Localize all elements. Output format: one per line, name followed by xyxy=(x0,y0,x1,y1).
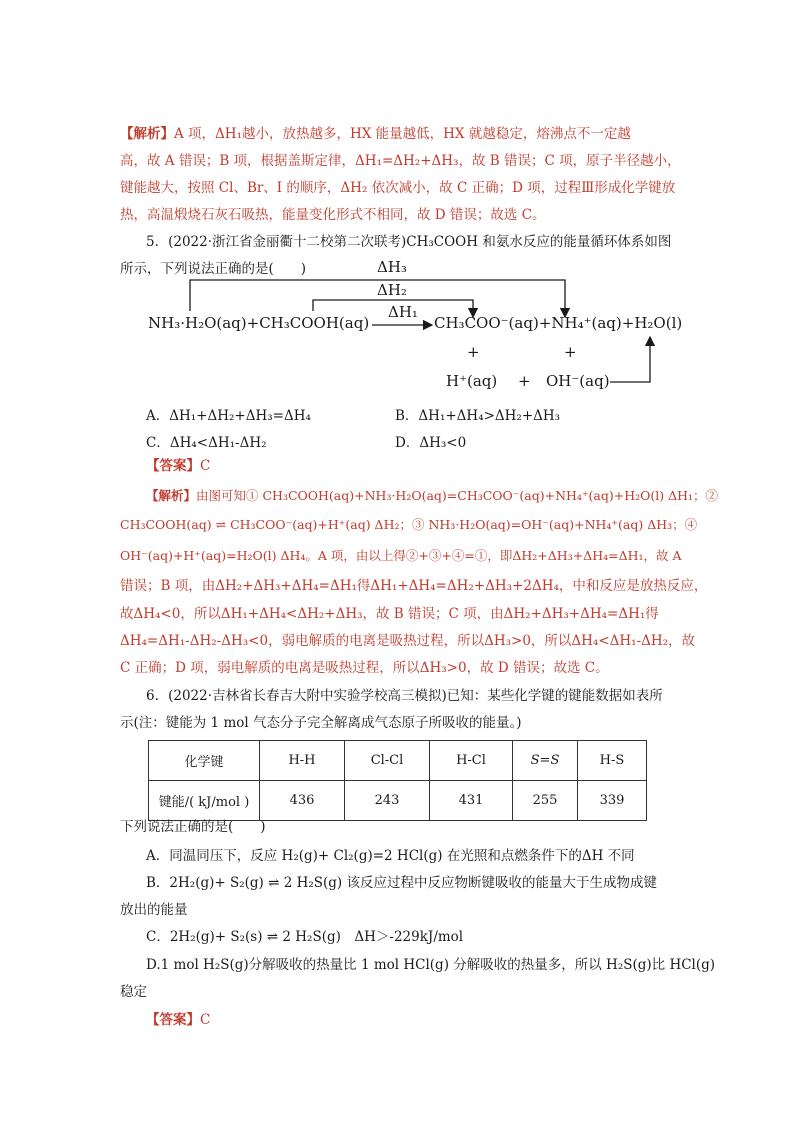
q5-stem-1: 5．(2022·浙江省金丽衢十二校第二次联考)CH₃COOH 和氨水反应的能量循环体系如图 xyxy=(146,234,672,250)
table-cell: H-H xyxy=(260,741,345,781)
q6-question: 下列说法正确的是( ) xyxy=(120,819,266,835)
table-cell: H-S xyxy=(578,741,647,781)
q5-analysis-3: OH⁻(aq)+H⁺(aq)=H₂O(l) ΔH₄。A 项，由以上得②+③+④=①，即ΔH₂+ΔH₃+ΔH₄=ΔH₁，故 A xyxy=(120,548,682,563)
q5-analysis-1: 【解析】由图可知① CH₃COOH(aq)+NH₃·H₂O(aq)=CH₃COO⁻(aq)+NH₄⁺(aq)+H₂O(l) ΔH₁；② xyxy=(146,488,719,503)
q5-option-b: B．ΔH₁+ΔH₄>ΔH₂+ΔH₃ xyxy=(395,408,561,424)
q6-option-d-1: D.1 mol H₂S(g)分解吸收的热量比 1 mol HCl(g) 分解吸收的热量多，所以 H₂S(g)比 HCl(g) xyxy=(146,957,716,973)
q6-stem-1: 6．(2022·吉林省长春吉大附中实验学校高三模拟)已知：某些化学键的键能数据如表所 xyxy=(146,688,663,704)
table-cell: 243 xyxy=(345,781,430,821)
table-cell: Cl-Cl xyxy=(345,741,430,781)
q6-option-a: A．同温同压下，反应 H₂(g)+ Cl₂(g)=2 HCl(g) 在光照和点燃条件下的ΔH 不同 xyxy=(146,848,635,864)
energy-cycle-diagram xyxy=(140,255,683,395)
analysis1-line-2: 高，故 A 错误；B 项，根据盖斯定律，ΔH₁=ΔH₂+ΔH₃，故 B 错误；C 项，原子半径越小， xyxy=(120,153,681,169)
table-cell: H-Cl xyxy=(430,741,513,781)
q5-option-a: A．ΔH₁+ΔH₂+ΔH₃=ΔH₄ xyxy=(146,408,311,424)
q5-analysis-4: 错误；B 项，由ΔH₂+ΔH₃+ΔH₄=ΔH₁得ΔH₁+ΔH₄=ΔH₂+ΔH₃+2ΔH₄，中和反应是放热反应， xyxy=(120,578,708,594)
q5-option-c: C．ΔH₄<ΔH₁-ΔH₂ xyxy=(146,435,267,451)
oh-ion: OH⁻(aq) xyxy=(546,372,610,390)
analysis1-line-3: 键能越大，按照 Cl、Br、I 的顺序，ΔH₂ 依次减小，故 C 正确；D 项，过程Ⅲ形成化学键放 xyxy=(120,180,676,196)
q5-stem-2: 所示，下列说法正确的是( ) xyxy=(120,261,307,277)
table-cell: S=S xyxy=(513,741,578,781)
analysis1-line-1: 【解析】A 项，ΔH₁越小，放热越多，HX 能量越低，HX 就越稳定，熔沸点不一定越 xyxy=(120,126,631,142)
q5-analysis-7: C 正确；D 项，弱电解质的电离是吸热过程，所以ΔH₃>0，故 D 错误；故选 C。 xyxy=(120,660,609,676)
dh4-arrow xyxy=(610,337,650,382)
q6-option-b-1: B．2H₂(g)+ S₂(g) ⇌ 2 H₂S(g) 该反应过程中反应物断键吸收的能量大于生成物成键 xyxy=(146,875,657,891)
q5-analysis-6: ΔH₄=ΔH₁-ΔH₂-ΔH₃<0，弱电解质的电离是吸热过程，所以ΔH₃>0，所以ΔH₄<ΔH₁-ΔH₂，故 xyxy=(120,633,696,649)
analysis1-line-4: 热，高温煅烧石灰石吸热，能量变化形式不相同，故 D 错误；故选 C。 xyxy=(120,207,546,223)
dh2-label: ΔH₂ xyxy=(377,281,407,299)
analysis-tag: 【解析】 xyxy=(120,126,174,142)
table-cell: 436 xyxy=(260,781,345,821)
plus-middle: + xyxy=(518,372,531,390)
bond-energy-table xyxy=(148,740,647,821)
q5-analysis-2: CH₃COOH(aq) ⇌ CH₃COO⁻(aq)+H⁺(aq) ΔH₂；③ NH₃·H₂O(aq)=OH⁻(aq)+NH₄⁺(aq) ΔH₃；④ xyxy=(120,517,698,532)
q6-option-c: C．2H₂(g)+ S₂(s) ⇌ 2 H₂S(g) ΔH＞-229kJ/mol xyxy=(146,929,464,945)
table-cell: 键能/( kJ/mol ) xyxy=(149,781,260,821)
q5-analysis-5: 故ΔH₄<0，所以ΔH₁+ΔH₄<ΔH₂+ΔH₃，故 B 错误；C 项，由ΔH₂+ΔH₃+ΔH₄=ΔH₁得 xyxy=(120,606,659,622)
reactants: NH₃·H₂O(aq)+CH₃COOH(aq) xyxy=(148,314,370,332)
q6-option-d-2: 稳定 xyxy=(120,984,147,1000)
table-cell: 化学键 xyxy=(149,741,260,781)
q6-stem-2: 示(注：键能为 1 mol 气态分子完全解离成气态原子所吸收的能量。) xyxy=(120,715,522,731)
q5-option-d: D．ΔH₃<0 xyxy=(395,435,467,451)
table-cell: 339 xyxy=(578,781,647,821)
table-cell: 431 xyxy=(430,781,513,821)
q6-answer: 【答案】C xyxy=(146,1012,211,1028)
h-ion: H⁺(aq) xyxy=(446,372,498,390)
table-row xyxy=(149,781,647,821)
q6-option-b-2: 放出的能量 xyxy=(120,902,188,918)
plus-h: + xyxy=(467,343,480,361)
dh3-label: ΔH₃ xyxy=(377,258,407,276)
table-cell: 255 xyxy=(513,781,578,821)
plus-oh: + xyxy=(564,343,577,361)
dh1-label: ΔH₁ xyxy=(388,303,418,321)
q5-answer: 【答案】C xyxy=(146,458,211,474)
products: CH₃COO⁻(aq)+NH₄⁺(aq)+H₂O(l) xyxy=(434,314,683,332)
table-header-row xyxy=(149,741,647,781)
